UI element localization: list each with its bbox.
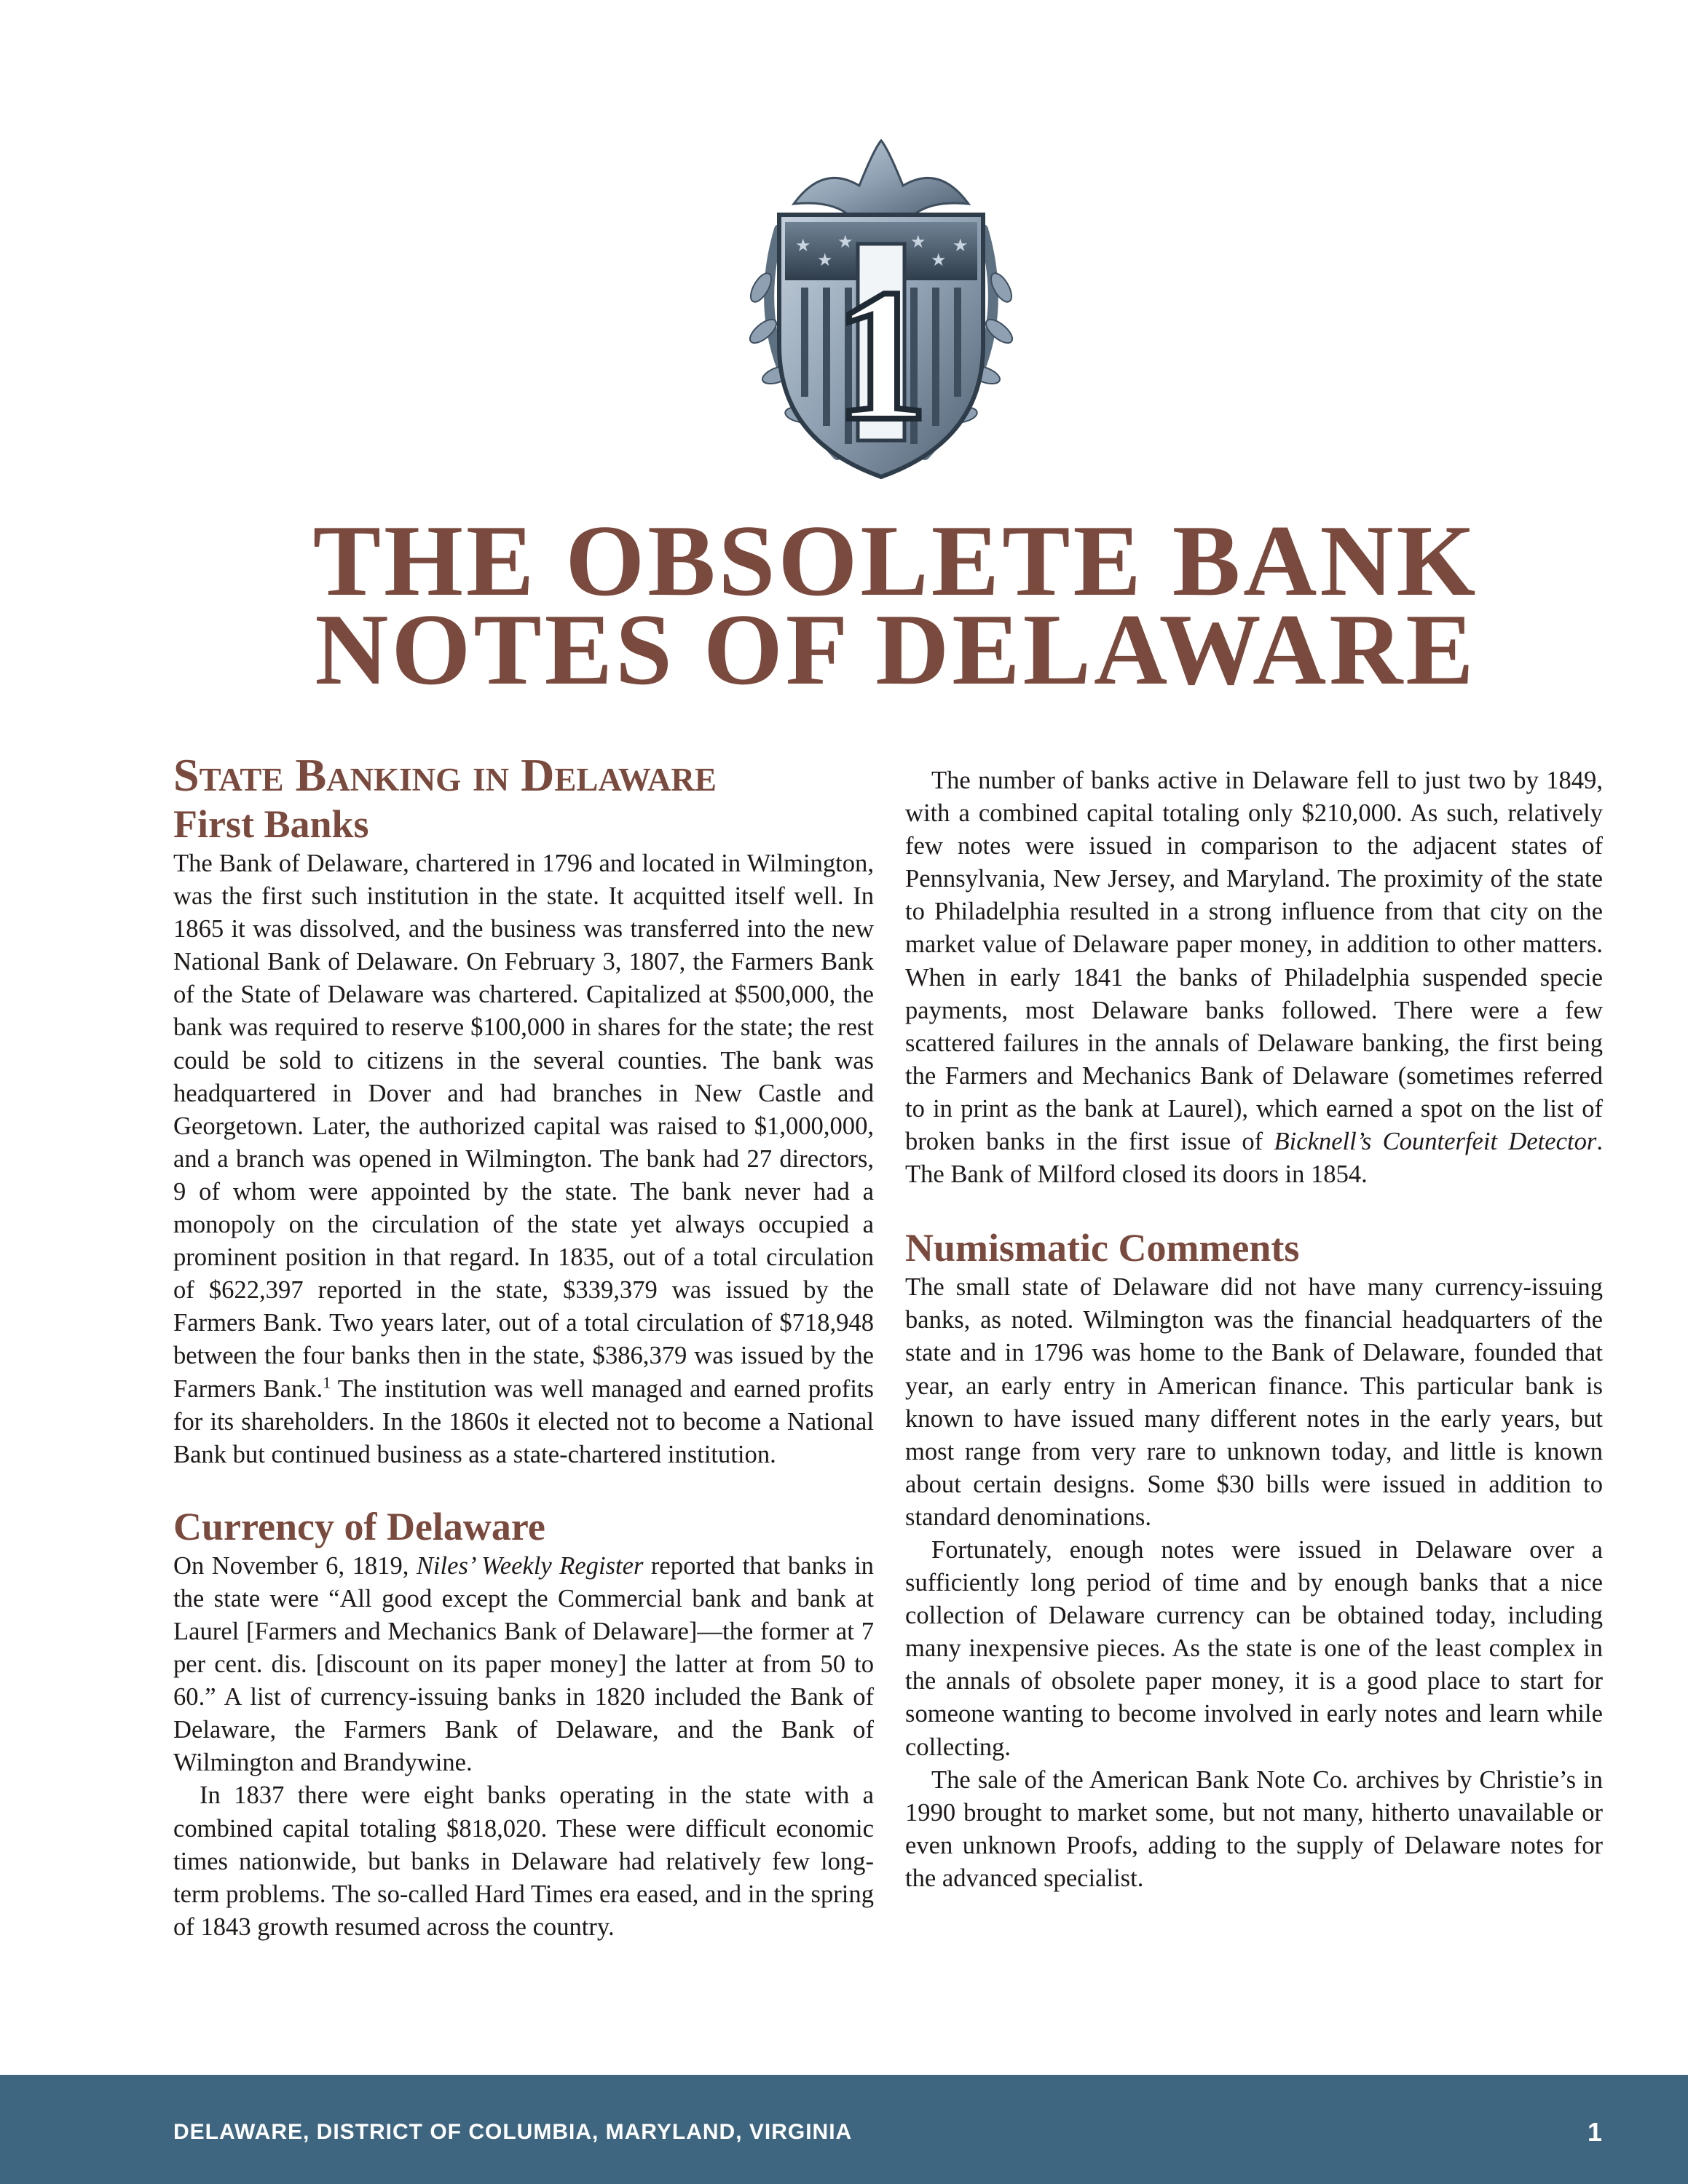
- page-title: [218, 505, 1573, 706]
- left-column: [173, 750, 874, 1944]
- currency-text-d: . The Bank of Milford closed its doors in 1854.: [905, 1128, 1603, 1189]
- numismatic-paragraph-2: Fortunately, enough notes were issued in Delaware over a sufficiently long period of time and by enough banks that a nice collection of Delaware currency can be obtained today, including many inexpensive pieces. As the state is one of the least complex in the annals of obsolete paper money, it is a good place to start for someone wanting to become involved in early notes and learn while collecting.: [905, 1535, 1603, 1761]
- section-heading: State Banking in Delaware: [173, 749, 717, 801]
- first-banks-heading: First Banks: [173, 802, 369, 846]
- footnote-marker: 1: [323, 1372, 331, 1391]
- shield-eagle-icon: [728, 135, 1034, 499]
- svg-text:★: ★: [837, 232, 853, 252]
- first-banks-text-a: The Bank of Delaware, chartered in 1796 and located in Wilmington, was the first such institution in the state. It acquitted itself well. In 1865 it was dissolved, and the business was transferred into the new National Bank of Delaware. On February 3, 1807, the Farmers Bank of the State of Delaware was chartered. Capitalized at $500,000, the bank was required to reserve $100,000 in shares for the state; the rest could be sold to citizens in the several counties. The bank was headquartered in Dover and had branches in New Castle and Georgetown. Later, the authorized capital was raised to $1,000,000, and a branch was opened in Wilmington. The bank had 27 directors, 9 of whom were appointed by the state. The bank never had a monopoly on the circulation of the state yet always occupied a prominent position in that regard. In 1835, out of a total circulation of $622,397 reported in the state, $339,379 was issued by the Farmers Bank. Two years later, out of a total circulation of $718,948 between the four banks then in the state, $386,379 was issued by the Farmers Bank.: [173, 850, 874, 1403]
- currency-text-a: On November 6, 1819,: [173, 1551, 417, 1580]
- first-banks-paragraph: [173, 847, 874, 1471]
- numismatic-paragraph-1: The small state of Delaware did not have many currency-issuing banks, as noted. Wilmington was the financial headquarters of the state and in 1796 was home to the Bank of Delaware, founded that year, an early entry in American finance. This particular bank is known to have issued many different notes in the early years, but most range from very rare to unknown today, and little is known about certain designs. Some $30 bills were issued in addition to standard denominations.: [905, 1273, 1603, 1531]
- currency-paragraph-2: In 1837 there were eight banks operating in the state with a combined capital totaling $818,020. These were difficult economic times nationwide, but banks in Delaware had relatively few long-term problems. The so-called Hard Times era eased, and in the spring of 1843 growth resumed across the country.: [173, 1781, 874, 1941]
- title-line-1: THE OBSOLETE BANK: [312, 505, 1479, 617]
- first-banks-text-b: The institution was well managed and earned profits for its shareholders. In the 1860s it elected not to become a National Bank but continued business as a state-chartered institution.: [173, 1374, 874, 1468]
- numismatic-paragraph-3: The sale of the American Bank Note Co. archives by Christie’s in 1990 brought to market some, but not many, hitherto unavailable or even unknown Proofs, adding to the supply of Delaware notes for the advanced specialist.: [905, 1765, 1603, 1892]
- svg-text:★: ★: [931, 250, 947, 270]
- emblem-numeral: 1: [834, 250, 928, 460]
- page-number: 1: [1587, 2117, 1602, 2147]
- footer-running-title: DELAWARE, DISTRICT OF COLUMBIA, MARYLAND, VIRGINIA: [173, 2120, 853, 2144]
- svg-text:★: ★: [795, 235, 811, 256]
- svg-text:★: ★: [817, 250, 833, 270]
- chapter-emblem: [728, 135, 1034, 499]
- currency-text-b: reported that banks in the state were “All good except the Commercial bank and bank at Laurel [Farmers and Mechanics Bank of Delaware]—the former at 7 per cent. dis. [discount on its paper money] the latter at from 50 to 60.” A list of currency-issuing banks in 1820 included the Bank of Delaware, the Farmers Bank of Delaware, and the Bank of Wilmington and Brandywine.: [173, 1551, 874, 1777]
- bicknell-detector-title: Bicknell’s Counterfeit Detector: [1274, 1128, 1597, 1156]
- niles-register-title: Niles’ Weekly Register: [416, 1551, 644, 1580]
- numismatic-heading: Numismatic Comments: [905, 1226, 1300, 1270]
- svg-text:★: ★: [910, 232, 926, 252]
- currency-paragraph-1: [173, 1550, 874, 1780]
- right-column: [905, 764, 1603, 1895]
- currency-text-c: The number of banks active in Delaware fell to just two by 1849, with a combined capital totaling only $210,000. As such, relatively few notes were issued in comparison to the adjacent states of Pennsylvania, New Jersey, and Maryland. The proximity of the state to Philadelphia resulted in a strong influence from that city on the market value of Delaware paper money, in addition to other matters. When in early 1841 the banks of Philadelphia suspended specie payments, most Delaware banks followed. There were a few scattered failures in the annals of Delaware banking, the first being the Farmers and Mechanics Bank of Delaware (sometimes referred to in print as the bank at Laurel), which earned a spot on the list of broken banks in the first issue of: [905, 767, 1603, 1156]
- currency-heading: Currency of Delaware: [173, 1504, 545, 1548]
- currency-paragraph-3: [905, 764, 1603, 1191]
- svg-text:★: ★: [953, 235, 969, 256]
- title-line-2: NOTES OF DELAWARE: [315, 593, 1477, 706]
- footer-bar: [0, 2075, 1688, 2184]
